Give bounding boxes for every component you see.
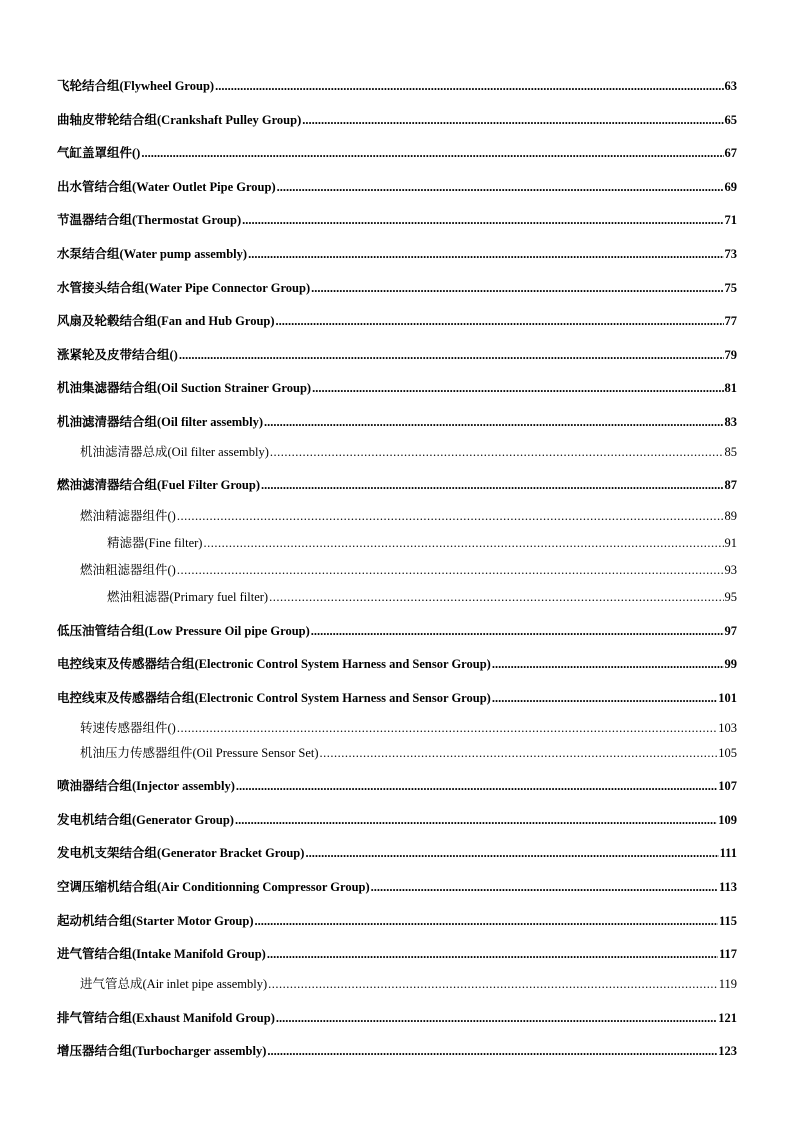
dot-leader	[267, 947, 718, 962]
toc-entry-oil-pressure-sensor-set[interactable]	[80, 743, 737, 761]
toc-page-number: 73	[724, 247, 737, 261]
toc-entry-water-pipe-connector[interactable]	[57, 278, 737, 296]
toc-page-number: 99	[724, 657, 737, 671]
toc-entry-flywheel[interactable]	[57, 76, 737, 94]
toc-entry-fine-filter[interactable]	[107, 533, 737, 551]
dot-leader	[248, 247, 723, 262]
toc-entry-title: 水泵结合组(Water pump assembly)	[57, 247, 248, 261]
toc-entry-title: 机油压力传感器组件(Oil Pressure Sensor Set)	[80, 746, 319, 760]
toc-page-number: 89	[724, 509, 737, 523]
toc-entry-oil-suction-strainer[interactable]	[57, 378, 737, 396]
toc-entry-starter-motor[interactable]	[57, 911, 737, 929]
toc-entry-low-pressure-oil-pipe[interactable]	[57, 621, 737, 639]
toc-page-number: 91	[724, 536, 737, 550]
dot-leader	[276, 314, 724, 329]
toc-entry-generator-bracket[interactable]	[57, 843, 737, 861]
toc-page-number: 117	[718, 947, 737, 961]
toc-page-number: 83	[724, 415, 737, 429]
toc-entry-title: 燃油粗滤器(Primary fuel filter)	[107, 590, 269, 604]
toc-page-number: 113	[718, 880, 737, 894]
toc-entry-primary-fuel-filter[interactable]	[107, 587, 737, 605]
toc-entry-title: 发电机结合组(Generator Group)	[57, 813, 234, 827]
toc-page-number: 63	[724, 79, 737, 93]
toc-page-number: 77	[724, 314, 737, 328]
dot-leader	[242, 213, 723, 228]
dot-leader	[177, 721, 717, 736]
dot-leader	[276, 1011, 717, 1026]
toc-entry-title: 节温器结合组(Thermostat Group)	[57, 213, 242, 227]
toc-entry-title: 转速传感器组件()	[80, 721, 176, 735]
toc-page-number: 121	[718, 1011, 737, 1025]
toc-entry-injector[interactable]	[57, 776, 737, 794]
toc-entry-title: 燃油精滤器组件()	[80, 509, 176, 523]
toc-page-number: 79	[724, 348, 737, 362]
dot-leader	[277, 180, 724, 195]
dot-leader	[492, 691, 717, 706]
toc-page-number: 105	[718, 746, 737, 760]
dot-leader	[255, 914, 718, 929]
toc-entry-title: 燃油粗滤器组件()	[80, 563, 176, 577]
toc-entry-title: 出水管结合组(Water Outlet Pipe Group)	[57, 180, 276, 194]
toc-entry-title: 发电机支架结合组(Generator Bracket Group)	[57, 846, 305, 860]
dot-leader	[267, 1044, 717, 1059]
toc-entry-harness-sensor-99[interactable]	[57, 654, 737, 672]
toc-page-number: 95	[724, 590, 737, 604]
toc-page-number: 103	[718, 721, 737, 735]
toc-page-number: 65	[724, 113, 737, 127]
toc-page-number: 81	[724, 381, 737, 395]
toc-entry-title: 增压器结合组(Turbocharger assembly)	[57, 1044, 267, 1058]
toc-entry-title: 电控线束及传感器结合组(Electronic Control System Harness and Sensor Group)	[57, 691, 491, 705]
toc-entry-title: 排气管结合组(Exhaust Manifold Group)	[57, 1011, 275, 1025]
toc-page-number: 71	[724, 213, 737, 227]
toc-page-number: 101	[718, 691, 737, 705]
toc-entry-title: 进气管总成(Air inlet pipe assembly)	[80, 977, 268, 991]
toc-page-number: 67	[724, 146, 737, 160]
dot-leader	[312, 381, 723, 396]
dot-leader	[269, 590, 723, 605]
toc-entry-exhaust-manifold[interactable]	[57, 1008, 737, 1026]
dot-leader	[492, 657, 724, 672]
toc-entry-air-inlet-pipe[interactable]	[80, 974, 737, 992]
dot-leader	[311, 624, 724, 639]
toc-entry-title: 涨紧轮及皮带结合组()	[57, 348, 178, 362]
toc-entry-title: 进气管结合组(Intake Manifold Group)	[57, 947, 266, 961]
dot-leader	[177, 509, 724, 524]
toc-entry-title: 气缸盖罩组件()	[57, 146, 141, 160]
toc-entry-thermostat[interactable]	[57, 210, 737, 228]
toc-entry-title: 空调压缩机结合组(Air Conditionning Compressor Group)	[57, 880, 370, 894]
toc-page-number: 109	[718, 813, 737, 827]
dot-leader	[235, 813, 717, 828]
dot-leader	[141, 146, 723, 161]
dot-leader	[179, 348, 724, 363]
toc-entry-title: 飞轮结合组(Flywheel Group)	[57, 79, 215, 93]
toc-entry-water-pump[interactable]	[57, 244, 737, 262]
toc-entry-title: 电控线束及传感器结合组(Electronic Control System Harness and Sensor Group)	[57, 657, 491, 671]
toc-entry-title: 机油滤清器总成(Oil filter assembly)	[80, 445, 269, 459]
toc-entry-speed-sensor-set[interactable]	[80, 718, 737, 736]
toc-page-number: 69	[724, 180, 737, 194]
dot-leader	[203, 536, 723, 551]
toc-entry-title: 风扇及轮毂结合组(Fan and Hub Group)	[57, 314, 275, 328]
toc-entry-fan-hub[interactable]	[57, 311, 737, 329]
toc-entry-tensioner-belt[interactable]	[57, 345, 737, 363]
dot-leader	[320, 746, 718, 761]
toc-entry-crankshaft-pulley[interactable]	[57, 110, 737, 128]
toc-entry-title: 低压油管结合组(Low Pressure Oil pipe Group)	[57, 624, 310, 638]
toc-page-number: 87	[724, 478, 737, 492]
toc-page-number: 93	[724, 563, 737, 577]
toc-page-number: 119	[718, 977, 737, 991]
toc-entry-ac-compressor[interactable]	[57, 877, 737, 895]
toc-page-number: 85	[724, 445, 737, 459]
toc-entry-fuel-filter[interactable]	[57, 475, 737, 493]
dot-leader	[177, 563, 724, 578]
toc-entry-title: 喷油器结合组(Injector assembly)	[57, 779, 235, 793]
toc-page-number: 97	[724, 624, 737, 638]
toc-page-number: 107	[718, 779, 737, 793]
dot-leader	[371, 880, 718, 895]
toc-entry-title: 机油集滤器结合组(Oil Suction Strainer Group)	[57, 381, 312, 395]
toc-entry-title: 曲轴皮带轮结合组(Crankshaft Pulley Group)	[57, 113, 302, 127]
toc-entry-oil-filter-group[interactable]	[57, 412, 737, 430]
toc-page-number: 123	[718, 1044, 737, 1058]
dot-leader	[302, 113, 723, 128]
toc-page-number: 111	[719, 846, 737, 860]
toc-entry-harness-sensor-101[interactable]	[57, 688, 737, 706]
toc-entry-intake-manifold[interactable]	[57, 944, 737, 962]
dot-leader	[268, 977, 718, 992]
dot-leader	[305, 846, 718, 861]
dot-leader	[311, 281, 723, 296]
toc-entry-generator[interactable]	[57, 810, 737, 828]
toc-page-number: 115	[718, 914, 737, 928]
toc-entry-fuel-fine-filter-set[interactable]	[80, 506, 737, 524]
dot-leader	[264, 415, 723, 430]
dot-leader	[261, 478, 724, 493]
dot-leader	[270, 445, 724, 460]
toc-entry-cylinder-head-cover[interactable]	[57, 143, 737, 161]
toc-entry-water-outlet-pipe[interactable]	[57, 177, 737, 195]
toc-entry-title: 机油滤清器结合组(Oil filter assembly)	[57, 415, 264, 429]
toc-entry-title: 起动机结合组(Starter Motor Group)	[57, 914, 254, 928]
toc-page-number: 75	[724, 281, 737, 295]
toc-entry-oil-filter-assembly[interactable]	[80, 442, 737, 460]
toc-entry-fuel-primary-filter-set[interactable]	[80, 560, 737, 578]
toc-entry-turbocharger[interactable]	[57, 1041, 737, 1059]
toc-entry-title: 水管接头结合组(Water Pipe Connector Group)	[57, 281, 311, 295]
dot-leader	[215, 79, 723, 94]
toc-entry-title: 燃油滤清器结合组(Fuel Filter Group)	[57, 478, 260, 492]
dot-leader	[236, 779, 717, 794]
toc-entry-title: 精滤器(Fine filter)	[107, 536, 203, 550]
